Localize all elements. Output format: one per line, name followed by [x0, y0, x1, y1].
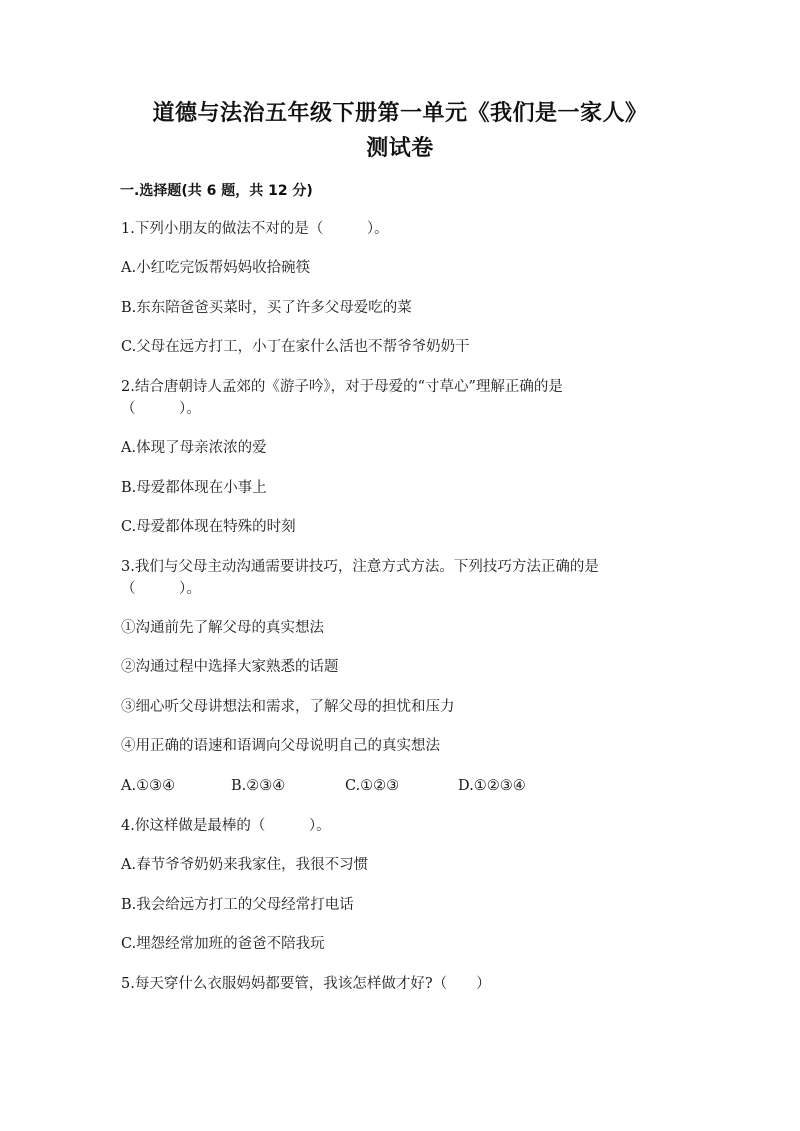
- question-3-statement-4: ④用正确的语速和语调向父母说明自己的真实想法: [121, 738, 440, 754]
- question-5-stem: 5.每天穿什么衣服妈妈都要管，我该怎样做才好?（ ）: [121, 976, 491, 992]
- question-3-option-c: C.①②③: [345, 778, 400, 794]
- question-3-stem-line2: （ ）。: [121, 581, 201, 597]
- question-2-option-b: B.母爱都体现在小事上: [121, 480, 267, 496]
- question-2-option-c: C.母爱都体现在特殊的时刻: [121, 519, 296, 535]
- question-1-option-b: B.东东陪爸爸买菜时，买了许多父母爱吃的菜: [121, 300, 412, 316]
- question-2-option-a: A.体现了母亲浓浓的爱: [121, 440, 267, 456]
- question-3-stem-line1: 3.我们与父母主动沟通需要讲技巧，注意方式方法。下列技巧方法正确的是: [121, 559, 599, 575]
- question-3-option-a: A.①③④: [121, 778, 176, 794]
- question-3-statement-3: ③细心听父母讲想法和需求，了解父母的担忧和压力: [121, 699, 455, 715]
- question-3-statement-2: ②沟通过程中选择大家熟悉的话题: [121, 659, 339, 675]
- question-2-stem-line1: 2.结合唐朝诗人孟郊的《游子吟》，对于母爱的“寸草心”理解正确的是: [121, 379, 563, 395]
- question-4-option-a: A.春节爷爷奶奶来我家住，我很不习惯: [121, 857, 369, 873]
- question-2-stem-line2: （ ）。: [121, 401, 201, 417]
- exam-title-line1: 道德与法治五年级下册第一单元《我们是一家人》: [152, 101, 648, 126]
- question-4-stem: 4.你这样做是最棒的（ ）。: [121, 818, 331, 834]
- question-4-option-c: C.埋怨经常加班的爸爸不陪我玩: [121, 936, 325, 952]
- question-1-option-c: C.父母在远方打工，小丁在家什么活也不帮爷爷奶奶干: [121, 339, 470, 355]
- question-1-stem: 1.下列小朋友的做法不对的是（ ）。: [121, 221, 389, 237]
- section-heading: 一.选择题(共 6 题，共 12 分): [120, 183, 313, 199]
- question-4-option-b: B.我会给远方打工的父母经常打电话: [121, 897, 354, 913]
- question-3-option-d: D.①②③④: [458, 778, 526, 794]
- question-3-statement-1: ①沟通前先了解父母的真实想法: [121, 620, 324, 636]
- question-1-option-a: A.小红吃完饭帮妈妈收拾碗筷: [121, 260, 311, 276]
- question-3-option-b: B.②③④: [231, 778, 286, 794]
- exam-title-line2: 测试卷: [366, 136, 434, 161]
